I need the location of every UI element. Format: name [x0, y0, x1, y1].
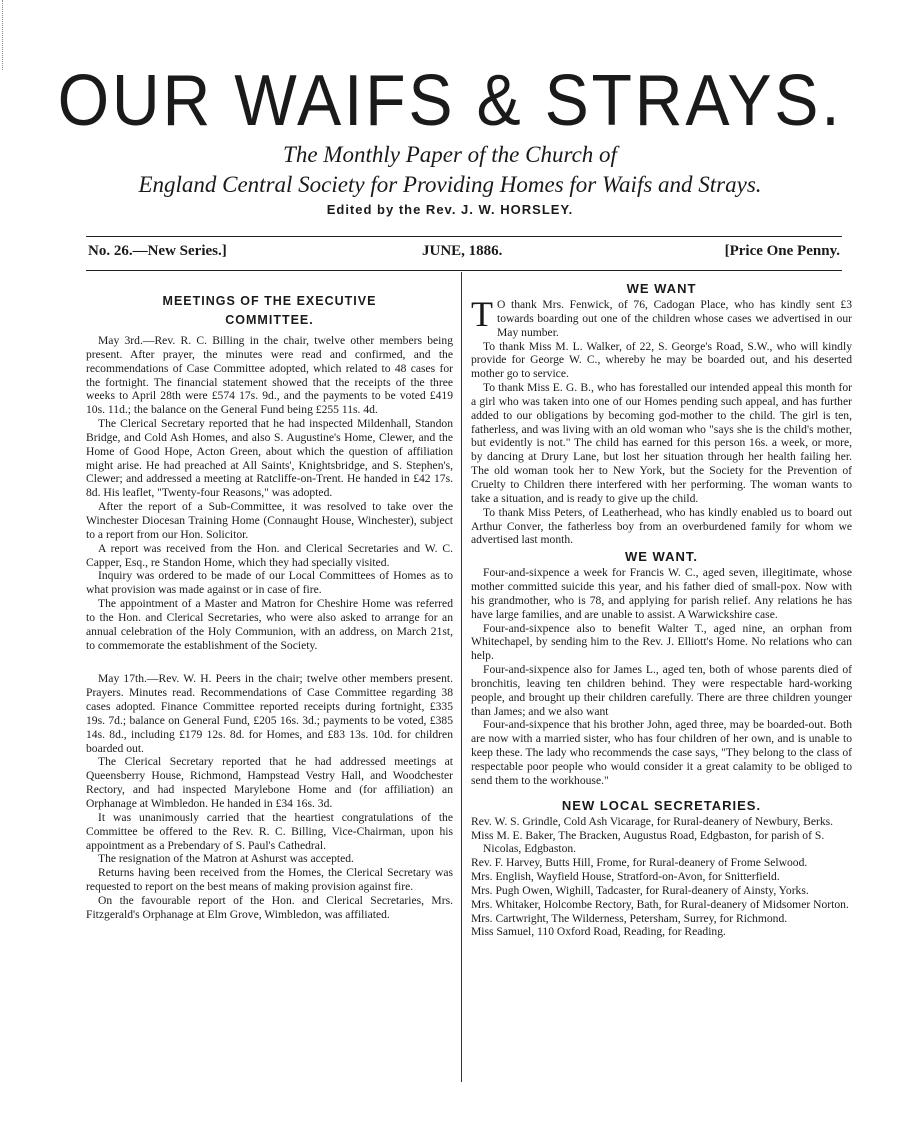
appeal-paragraph: Four-and-sixpence a week for Francis W. C., aged seven, illegitimate, whose mother committed suicide this year, and his father died of small-pox. Now with his grandmother, who is 78, and applying for parish relief. Any relations he has have large families, and are unable to assist. A Warwickshire case.	[471, 566, 852, 621]
meetings-may3-section	[86, 334, 453, 652]
issue-price: [Price One Penny.	[724, 243, 840, 259]
we-want-2-heading: WE WANT.	[625, 549, 698, 565]
issue-date: JUNE, 1886.	[422, 243, 503, 259]
thanks-paragraph: To thank Miss Peters, of Leatherhead, who has kindly enabled us to board out Arthur Conver, the fatherless boy from an overburdened family for whom we advertised last month.	[471, 505, 852, 547]
scan-edge-mark	[2, 0, 7, 70]
right-column	[471, 281, 852, 939]
thanks-paragraph: To thank Miss M. L. Walker, of 22, S. George's Road, S.W., who will kindly provide for George W. C., whereby he may be boarded out, and his deserted mother go to service.	[471, 339, 852, 381]
masthead	[0, 62, 900, 220]
minutes-paragraph: Returns having been received from the Homes, the Clerical Secretary was requested to report on the best means of making provision against fire.	[86, 866, 453, 894]
left-column	[86, 294, 453, 922]
thanks-paragraph: To thank Miss E. G. B., who has forestalled our intended appeal this month for a girl who was taken into one of our Homes pending such appeal, and has further added to our obligations by becoming god-mother to the child. The girl is ten, fatherless, and was living with an old woman who "says she is the child's mother, but evidently is not." The child has earned for this person 16s. a week, or more, by dancing at Drury Lane, but lost her situation through her health failing her. The old woman took her to New York, but the Society for the Prevention of Cruelty to Children there interfered with her performing. The woman wants to take a situation, and is ready to give up the child.	[471, 381, 852, 505]
we-want-first-paragraph: T O thank Mrs. Fenwick, of 76, Cadogan Place, who has kindly sent £3 towards boarding out one of the children whose cases we advertised in our May number.	[471, 294, 852, 339]
secretary-entry: Mrs. Pugh Owen, Wighill, Tadcaster, for Rural-deanery of Ainsty, Yorks.	[471, 883, 809, 897]
minutes-paragraph: The Clerical Secretary reported that he had addressed meetings at Queensberry House, Richmond, Hampstead Vestry Hall, and Woodchester Rectory, and had inspected Marylebone Home and (for affiliation) an Orphanage at Wimbledon. He handed in £34 16s. 3d.	[86, 755, 453, 810]
secretary-entry: Mrs. Whitaker, Holcombe Rectory, Bath, for Rural-deanery of Midsomer Norton.	[471, 897, 849, 911]
secretary-entry: Miss Samuel, 110 Oxford Road, Reading, for Reading.	[471, 925, 726, 939]
paper-subtitle-line2: England Central Society for Providing Homes for Waifs and Strays.	[138, 172, 762, 197]
minutes-paragraph: The Clerical Secretary reported that he had inspected Mildenhall, Standon Bridge, and Cold Ash Homes, and also S. Augustine's Home, Clewer, and the Home of Good Hope, Acton Green, about which the question of affiliation might arise. He had preached at All Saints', Knightsbridge, and S. Stephen's, Clewer; and addressed a meeting at Ratcliffe-on-Trent. He handed in £42 17s. 8d. His leaflet, "Twenty-four Reasons," was adopted.	[86, 417, 453, 500]
minutes-paragraph: A report was received from the Hon. and Clerical Secretaries and W. C. Capper, Esq., re Standon Home, which they had specially visited.	[86, 541, 453, 569]
appeal-paragraph: Four-and-sixpence also to benefit Walter T., aged nine, an orphan from Whitechapel, by sending him to the Rev. J. Elliott's Home. No relations who can help.	[471, 621, 852, 663]
issue-line	[88, 243, 840, 265]
section-gap	[86, 652, 453, 672]
issue-number: No. 26.—New Series.]	[88, 243, 227, 259]
minutes-paragraph: The resignation of the Matron at Ashurst was accepted.	[98, 852, 354, 866]
secretary-entry: Rev. F. Harvey, Butts Hill, Frome, for Rural-deanery of Frome Selwood.	[471, 856, 808, 870]
drop-cap: T	[471, 294, 493, 334]
appeal-paragraph: Four-and-sixpence that his brother John, aged three, may be boarded-out. Both are now with a married sister, who has four children of her own, and is unable to keep these. The lady who recommends the case says, "They belong to the class of respectable poor people who would consider it a great calamity to be obliged to send them to the workhouse."	[471, 718, 852, 787]
column-divider	[461, 272, 462, 1082]
we-want-thanks-list	[471, 340, 852, 548]
we-want-appeals-list	[471, 566, 852, 788]
paper-subtitle-line1: The Monthly Paper of the Church of	[283, 142, 617, 167]
minutes-paragraph: On the favourable report of the Hon. and Clerical Secretaries, Mrs. Fitzgerald's Orphanage at Elm Grove, Wimbledon, was affiliated.	[86, 893, 453, 921]
top-rule	[86, 236, 842, 237]
meetings-heading-line1: MEETINGS OF THE EXECUTIVE	[162, 294, 377, 308]
local-secretaries-heading: NEW LOCAL SECRETARIES.	[561, 797, 762, 813]
editor-line: Edited by the Rev. J. W. HORSLEY.	[326, 202, 574, 217]
appeal-paragraph: Four-and-sixpence also for James L., aged ten, both of whose parents died of bronchitis, leaving ten children behind. They were respectable hard-working people, and brought up their children carefully. There are three children younger than James; and we also want	[471, 663, 852, 718]
minutes-paragraph: After the report of a Sub-Committee, it was resolved to take over the Winchester Diocesan Training Home (Connaught House, Winchester), subject to a report from our Hon. Solicitor.	[86, 500, 453, 541]
secretary-entry: Rev. W. S. Grindle, Cold Ash Vicarage, for Rural-deanery of Newbury, Berks.	[471, 814, 834, 828]
secretary-entry: Mrs. Cartwright, The Wilderness, Petersham, Surrey, for Richmond.	[471, 911, 788, 925]
secretary-entry: Mrs. English, Wayfield House, Stratford-on-Avon, for Snitterfield.	[471, 870, 780, 884]
minutes-paragraph: It was unanimously carried that the heartiest congratulations of the Committee be offered to the Rev. R. C. Billing, Vice-Chairman, upon his appointment as a Prebendary of S. Paul's Cathedral.	[86, 810, 453, 852]
we-want-heading: WE WANT	[626, 281, 697, 296]
minutes-paragraph: Inquiry was ordered to be made of our Local Committees of Homes as to what provision was made against or in case of fire.	[86, 569, 453, 597]
bottom-rule	[86, 270, 842, 271]
minutes-paragraph: May 3rd.—Rev. R. C. Billing in the chair, twelve other members being present. After prayer, the minutes were read and confirmed, and the recommendations of Case Committee adopted, which related to 48 cases for the fortnight. The financial statement showed that the receipts of the three weeks to April 28th were £574 17s. 9d., and the payments to be voted £419 10s. 11d.; the balance on the General Fund being £255 11s. 4d.	[86, 334, 453, 417]
meetings-heading-line2: COMMITTEE.	[225, 313, 314, 327]
minutes-paragraph: May 17th.—Rev. W. H. Peers in the chair; twelve other members present. Prayers. Minutes read. Recommendations of Case Committee regarding 38 cases adopted. Finance Committee reported receipts during fortnight, £335 19s. 7d.; balance on General Fund, £205 16s. 3d.; payments to be voted, £385 14s. 8d., including £179 12s. 8d. for Homes, and £83 13s. 10d. for children boarded out.	[86, 672, 453, 755]
paper-title: OUR WAIFS & STRAYS.	[57, 61, 843, 141]
secretary-entry: Miss M. E. Baker, The Bracken, Augustus Road, Edgbaston, for parish of S. Nicolas, Edgbaston.	[471, 828, 825, 856]
minutes-paragraph: The appointment of a Master and Matron for Cheshire Home was referred to the Hon. and Clerical Secretaries, who were also asked to arrange for an annual celebration of the Holy Communion, with an address, on March 21st, to commemorate the establishment of the Society.	[86, 597, 453, 652]
local-secretaries-list	[471, 815, 852, 940]
meetings-may17-section	[86, 672, 453, 921]
